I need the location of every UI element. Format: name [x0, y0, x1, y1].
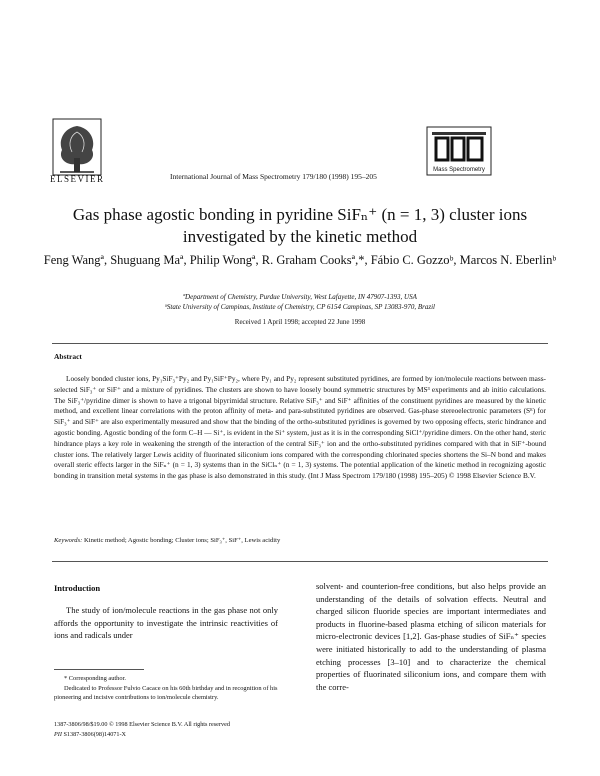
- publisher-name: ELSEVIER: [50, 174, 105, 184]
- journal-logo-caption: Mass Spectrometry: [433, 167, 485, 173]
- introduction-left-column: The study of ion/molecule reactions in the gas phase not only affords the opportunity to investigate the intrinsic reactivities of ions and radicals under: [54, 605, 278, 641]
- affiliation-b: ᵇState University of Campinas, Institute of Chemistry, CP 6154 Campinas, SP 13083-970, Brazil: [165, 303, 435, 311]
- journal-logo: [426, 126, 492, 176]
- received-dates: Received 1 April 1998; accepted 22 June 1998: [234, 318, 366, 326]
- copyright-block: [54, 720, 230, 739]
- keywords-text: Kinetic method; Agostic bonding; Cluster ions; SiF₃⁺, SiF⁺, Lewis acidity: [83, 537, 281, 544]
- copyright-line: 1387-3806/98/$19.00 © 1998 Elsevier Science B.V. All rights reserved: [54, 721, 230, 728]
- journal-citation: International Journal of Mass Spectrometry 179/180 (1998) 195–205: [170, 172, 377, 181]
- footnote-corresponding: * Corresponding author.: [64, 675, 126, 682]
- footnote-dedication: Dedicated to Professor Fulvio Cacace on his 60th birthday and in recognition of his pioneering and incisive contributions to ion/molecule chemistry.: [54, 684, 278, 702]
- divider: [52, 343, 548, 344]
- abstract-body: Loosely bonded cluster ions, Py₁SiF₃⁺Py₂ and Py₁SiF⁺Py₂, where Py₁ and Py₂ represent substituted pyridines, are formed by ion/molecule reactions between mass-selected SiF₃⁺ or SiF⁺ and a mixture of pyridines. The clusters are shown to have loosely bound symmetric structures by MS³ experiments and ab initio calculations. The SiF₃⁺/pyridine dimer is shown to have a trigonal bipyrimidal structure. Relative SiF₃⁺ and SiF⁺ affinities of the constituent pyridines are measured by the kinetic method, and excellent linear correlations with the proton affinity of meta- and para-substituted pyridines are observed. Gas-phase stereoelectronic parameters (Sᴱ) for SiF₃⁺ and SiF⁺ are also experimentally measured and show that the binding of the ortho-substituted pyridines is governed by two opposing effects, steric hindrance and agostic bonding. Agostic bonding of the form C–H — Si⁺, is evident in the Si⁺ system, just as it is in the corresponding SiCl⁺/pyridine dimers. On the other hand, steric hindrance plays a key role in weakening the strength of the interaction of the central SiF₃⁺ ion and the ortho-substituted pyridines compared with that in SiF⁺-bound cluster ions. The relatively larger Lewis acidity of fluorinated siliconium ions compared with the corresponding chlorinated species shortens the Si–N bond and makes overall steric effects larger in the SiFₙ⁺ (n = 1, 3) systems than in the SiClₙ⁺ (n = 1, 3) systems. The potential application of the kinetic method in recognizing agostic bonding in transition metal systems in the gas phase is also demonstrated in this study. (Int J Mass Spectrom 179/180 (1998) 195–205) © 1998 Elsevier Science B.V.: [54, 374, 546, 481]
- affiliation-a: ªDepartment of Chemistry, Purdue University, West Lafayette, IN 47907-1393, USA: [183, 293, 417, 301]
- author-list: Feng Wangª, Shuguang Maª, Philip Wongª, R. Graham Cooksª,*, Fábio C. Gozzoᵇ, Marcos N. Eberlinᵇ: [43, 253, 557, 267]
- affiliations: [40, 292, 560, 312]
- pii-value: S1387-3806(98)14071-X: [63, 730, 127, 738]
- introduction-heading: Introduction: [54, 583, 101, 593]
- article-title: Gas phase agostic bonding in pyridine SiFₙ⁺ (n = 1, 3) cluster ions investigated by the kinetic method: [72, 205, 528, 246]
- elsevier-tree-logo: [52, 118, 102, 178]
- pii-line: [54, 730, 230, 740]
- introduction-right-column: solvent- and counterion-free conditions, but also helps provide an understanding of the details of solvation effects. Neutral and charged silicon fluoride species are important intermediates and products in fluorine-based plasma etching of silicon materials for micro-electronic devices [1,2]. Gas-phase studies of SiFₙ⁺ species were initiated historically to add to the understanding of plasma etching processes [3–10] and to characterize the chemical properties of fluorinated siliconium ions, and compare them with the corre-: [316, 581, 546, 692]
- keywords: [54, 536, 280, 544]
- keywords-label: Keywords:: [54, 537, 83, 544]
- footnote-divider: [54, 669, 144, 670]
- pii-label: PII: [54, 730, 62, 738]
- footnotes: [54, 674, 278, 703]
- abstract-heading: Abstract: [54, 352, 82, 361]
- divider: [52, 561, 548, 562]
